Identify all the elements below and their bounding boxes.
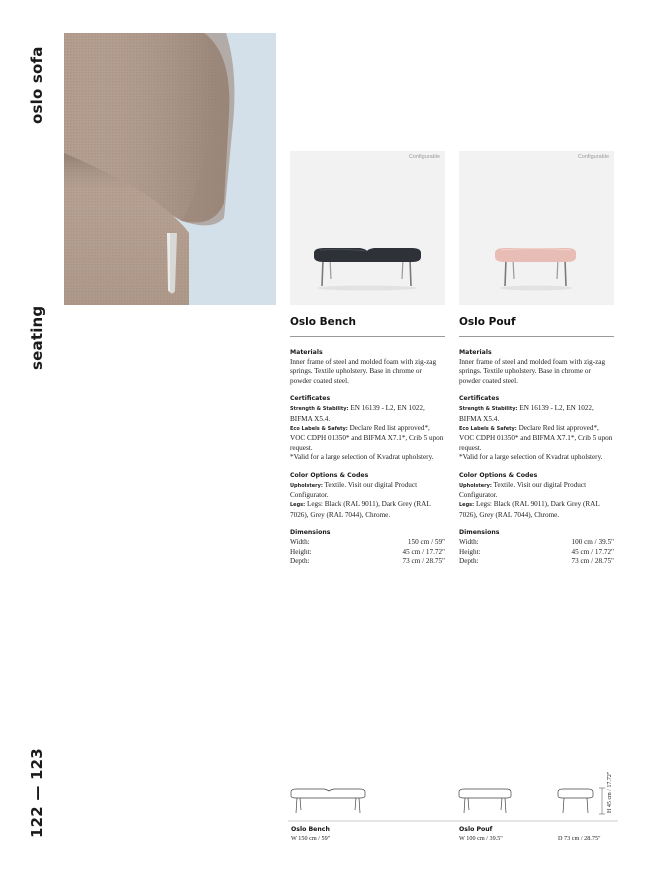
color-legs-key: Legs: (459, 502, 475, 509)
dimension-row (459, 548, 614, 557)
dim-label: Width: (290, 538, 310, 547)
color-legs-text: Legs: Black (RAL 9011), Dark Grey (RAL 7026), Grey (RAL 7044), Chrome. (290, 500, 431, 519)
cert-strength-key: Strength & Stability: (459, 406, 518, 413)
bench-illustration (290, 151, 445, 305)
cert-eco-key: Eco Labels & Safety: (459, 426, 517, 433)
product-oslo-pouf (459, 151, 614, 567)
page-numbers: 122 — 123 (28, 748, 46, 838)
materials-text: Inner frame of steel and molded foam with zig-zag springs. Textile upholstery. Base in chrome or powder coated steel. (290, 358, 437, 385)
product-oslo-bench (290, 151, 445, 567)
side-view-drawing (558, 789, 593, 813)
dim-value: 100 cm / 39.5" (571, 538, 614, 547)
category-label: seating (28, 305, 46, 370)
dim-value: 150 cm / 59" (407, 538, 445, 547)
cert-eco-text: Declare Red list approved*, VOC CDPH 01350* and BIFMA X7.1*, Crib 5 upon request. (290, 424, 444, 452)
sofa-detail-illustration (64, 33, 276, 305)
materials-title: Materials (290, 349, 323, 356)
bench-drawing-name: Oslo Bench (291, 826, 330, 833)
bench-drawing-width: W 150 cm / 59" (291, 835, 331, 842)
pouf-illustration (459, 151, 614, 305)
product-image (459, 151, 614, 305)
color-upholstery (290, 481, 445, 501)
cert-eco (290, 424, 445, 453)
dimensions-section (459, 529, 614, 566)
cert-eco-text: Declare Red list approved*, VOC CDPH 01350* and BIFMA X7.1*, Crib 5 upon request. (459, 424, 613, 452)
dim-value: 45 cm / 17.72" (571, 547, 614, 556)
height-dimension: H 45 cm / 17.72" (607, 771, 613, 813)
certificates-section (459, 395, 614, 462)
depth-dimension: D 73 cm / 28.75" (558, 835, 601, 842)
color-options-section (290, 472, 445, 521)
cert-eco-key: Eco Labels & Safety: (290, 426, 348, 433)
dim-label: Height: (459, 547, 481, 556)
dim-value: 73 cm / 28.75" (571, 557, 614, 566)
cert-strength (290, 404, 445, 424)
divider (290, 336, 445, 337)
dimensions-section (290, 529, 445, 566)
bench-front-drawing (291, 789, 365, 813)
line-drawings (288, 762, 618, 824)
sofa-detail-photo (64, 33, 276, 305)
color-upholstery (459, 481, 614, 501)
cert-note: *Valid for a large selection of Kvadrat upholstery. (459, 453, 603, 462)
color-legs (459, 500, 614, 520)
dim-label: Depth: (459, 557, 479, 566)
cert-eco (459, 424, 614, 453)
technical-drawings (288, 762, 618, 842)
dimension-row (290, 538, 445, 547)
dimension-row (459, 557, 614, 566)
materials-section (459, 349, 614, 386)
materials-text: Inner frame of steel and molded foam with zig-zag springs. Textile upholstery. Base in chrome or powder coated steel. (459, 358, 606, 385)
cert-strength-key: Strength & Stability: (290, 406, 349, 413)
color-options-title: Color Options & Codes (459, 471, 538, 479)
materials-section (290, 349, 445, 386)
dim-label: Width: (459, 538, 479, 547)
product-name: Oslo Pouf (459, 316, 516, 328)
dimension-row (290, 548, 445, 557)
product-name: Oslo Bench (290, 316, 356, 328)
configurable-tag: Configurable (577, 154, 609, 160)
certificates-section (290, 395, 445, 462)
certificates-title: Certificates (459, 395, 500, 403)
color-upholstery-key: Upholstery: (459, 482, 492, 489)
dim-value: 45 cm / 17.72" (402, 547, 445, 556)
cert-note: *Valid for a large selection of Kvadrat upholstery. (290, 453, 434, 462)
configurable-tag: Configurable (408, 154, 440, 160)
dimension-row (459, 538, 614, 547)
color-upholstery-text: Textile. Visit our digital Product Configurator. (459, 480, 587, 500)
pouf-front-drawing (459, 789, 511, 813)
pouf-drawing-width: W 100 cm / 39.5" (459, 835, 503, 842)
dim-label: Height: (290, 547, 312, 556)
cert-strength-text: EN 16139 - L2, EN 1022, BIFMA X5.4. (290, 404, 425, 423)
color-options-title: Color Options & Codes (290, 471, 369, 479)
cert-strength-text: EN 16139 - L2, EN 1022, BIFMA X5.4. (459, 404, 594, 423)
dimensions-title: Dimensions (290, 529, 331, 537)
color-options-section (459, 472, 614, 521)
cert-strength (459, 404, 614, 424)
materials-title: Materials (459, 349, 492, 356)
product-image (290, 151, 445, 305)
dim-label: Depth: (290, 557, 310, 566)
height-dimension-line (599, 788, 605, 814)
color-legs-text: Legs: Black (RAL 9011), Dark Grey (RAL 7026), Grey (RAL 7044), Chrome. (459, 500, 600, 519)
pouf-drawing-name: Oslo Pouf (459, 826, 493, 833)
dim-value: 73 cm / 28.75" (402, 557, 445, 566)
dimension-row (290, 557, 445, 566)
color-upholstery-key: Upholstery: (290, 482, 323, 489)
color-legs-key: Legs: (290, 502, 306, 509)
color-legs (290, 500, 445, 520)
color-upholstery-text: Textile. Visit our digital Product Configurator. (290, 480, 418, 500)
dimensions-title: Dimensions (459, 529, 500, 537)
brand-label: oslo sofa (28, 46, 46, 124)
divider (459, 336, 614, 337)
certificates-title: Certificates (290, 395, 331, 403)
